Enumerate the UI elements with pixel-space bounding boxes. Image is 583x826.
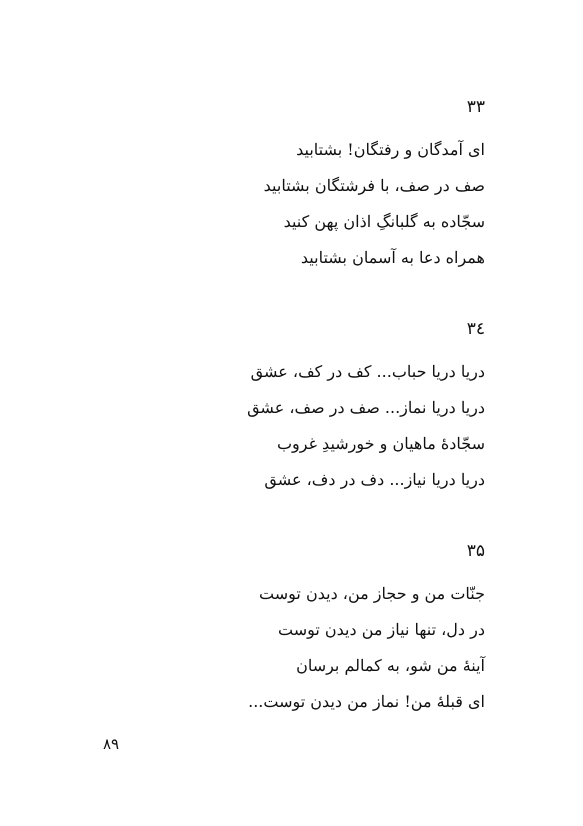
verse-line: ای آمدگان و رفتگان! بشتابید	[296, 140, 485, 159]
page-number: ۸۹	[103, 735, 120, 753]
verse-line: صف در صف، با فرشتگان بشتابید	[263, 176, 485, 195]
stanza-34	[225, 318, 485, 498]
verse-line: سجّادهٔ ماهیان و خورشیدِ غروب	[276, 434, 485, 453]
verse-line: در دل، تنها نیاز من دیدن توست	[277, 620, 485, 639]
stanza-number: ۳۳	[466, 97, 485, 117]
verse-line: همراه دعا به آسمان بشتابید	[300, 248, 485, 267]
verse-line: دریا دریا حباب... کف در کف، عشق	[250, 362, 485, 381]
stanza-number: ۳٤	[466, 319, 485, 339]
stanza-number: ۳۵	[466, 541, 485, 561]
stanza-35	[225, 540, 485, 720]
verse-line: دریا دریا نیاز... دف در دف، عشق	[264, 470, 485, 489]
stanza-33	[225, 96, 485, 276]
verse-line: سجّاده به گلبانگِ اذان پهن کنید	[283, 212, 485, 231]
verse-line: ای قبلهٔ من! نماز من دیدن توست...	[248, 692, 485, 711]
verse-line: جنّات من و حجاز من، دیدن توست	[259, 584, 485, 603]
verse-line: دریا دریا نماز... صف در صف، عشق	[247, 398, 485, 417]
verse-line: آینهٔ من شو، به کمالم برسان	[296, 656, 485, 675]
